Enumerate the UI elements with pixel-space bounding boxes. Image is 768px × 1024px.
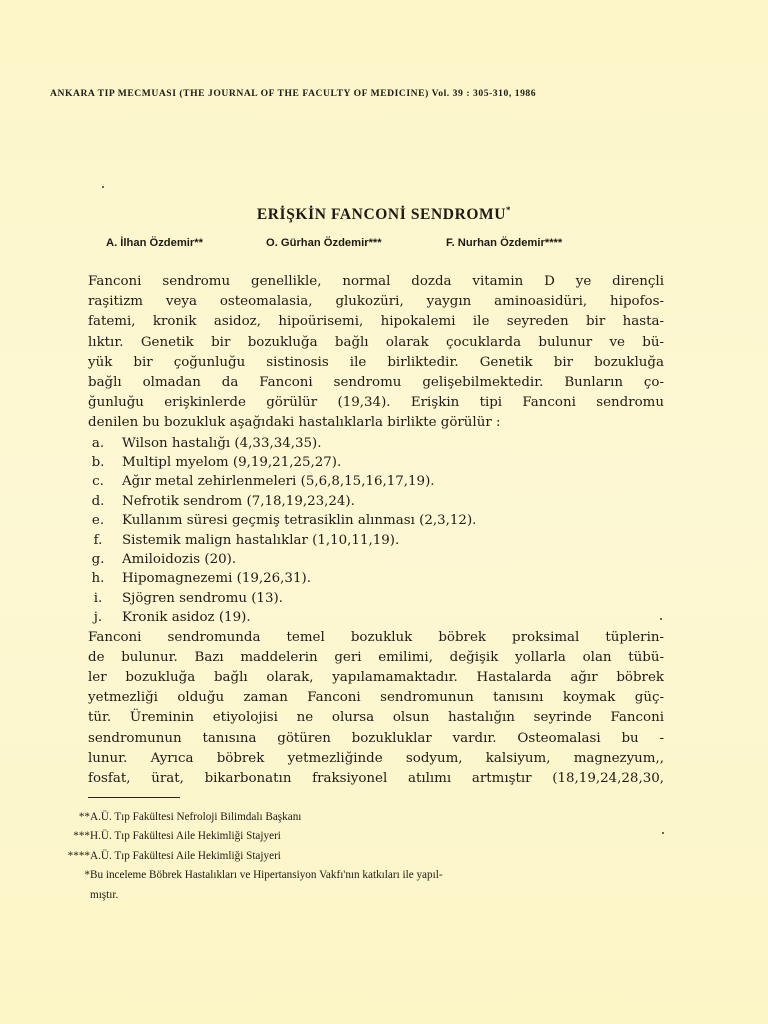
- footnote-text: A.Ü. Tıp Fakültesi Aile Hekimliği Stajyeri: [90, 849, 281, 862]
- footnote-mark: ****: [67, 849, 90, 862]
- pathology-line: de bulunur. Bazı maddelerin geri emilimi, değişik yollarla olan tübü-: [88, 649, 664, 665]
- list-item: [88, 569, 664, 588]
- list-item: [88, 589, 664, 608]
- footnote-continuation: mıştır.: [90, 888, 119, 901]
- list-marker: d.: [91, 493, 105, 509]
- footnote-text: H.Ü. Tıp Fakültesi Aile Hekimliği Stajyeri: [90, 830, 281, 843]
- list-item: [88, 472, 664, 491]
- intro-line: yük bir çoğunluğu sistinosis ile birliktedir. Genetik bir bozukluğa: [88, 354, 664, 370]
- list-item: [88, 434, 664, 453]
- intro-line: ğunluğu erişkinlerde görülür (19,34). Erişkin tipi Fanconi sendromu: [88, 395, 664, 411]
- footnote: [50, 847, 690, 866]
- list-item: [88, 511, 664, 530]
- list-item: [88, 550, 664, 569]
- intro-line: Fanconi sendromu genellikle, normal dozda vitamin D ye dirençli: [88, 274, 664, 289]
- title-text: ERİŞKİN FANCONİ SENDROMU: [256, 206, 507, 224]
- list-item: [88, 453, 664, 472]
- list-text: Nefrotik sendrom (7,18,19,23,24).: [122, 493, 355, 509]
- list-text: Wilson hastalığı (4,33,34,35).: [122, 435, 322, 451]
- list-text: Sjögren sendromu (13).: [122, 590, 283, 606]
- list-marker: g.: [91, 551, 105, 567]
- disease-list: [88, 434, 664, 628]
- list-marker: j.: [93, 610, 103, 626]
- list-marker: a.: [91, 435, 105, 451]
- list-text: Ağır metal zehirlenmeleri (5,6,8,15,16,17,19).: [122, 474, 435, 490]
- pathology-line: sendromunun tanısına götüren bozukluklar vardır. Osteomalasi bu -: [88, 730, 664, 746]
- author-2: O. Gürhan Özdemir***: [266, 237, 382, 249]
- pathology-line: lunur. Ayrıca böbrek yetmezliğinde sodyum, kalsiyum, magnezyum,,: [88, 750, 664, 766]
- pathology-line: tür. Üreminin etiyolojisi ne olursa olsun hastalığın seyrinde Fanconi: [88, 710, 664, 726]
- footnote: [50, 808, 690, 827]
- pathology-line: fosfat, ürat, bikarbonatın fraksiyonel atılımı artmıştır (18,19,24,28,30,: [88, 770, 664, 786]
- list-marker: f.: [93, 532, 103, 548]
- footnote-mark: **: [78, 811, 90, 823]
- list-marker: h.: [91, 571, 105, 587]
- paragraph-intro: [88, 272, 664, 434]
- list-item: [88, 531, 664, 550]
- list-marker: c.: [92, 474, 104, 490]
- footnote-continuation-row: [50, 886, 690, 905]
- list-text: Kronik asidoz (19).: [122, 610, 251, 626]
- article-title: [0, 205, 768, 224]
- list-marker: b.: [91, 455, 105, 471]
- pathology-line: ler bozukluğa bağlı olarak, yapılamamaktadır. Hastalarda ağır böbrek: [88, 669, 664, 685]
- author-3: F. Nurhan Özdemir****: [446, 237, 563, 249]
- list-text: Hipomagnezemi (19,26,31).: [122, 571, 311, 587]
- speck: [102, 186, 104, 188]
- footnote-mark: *: [84, 869, 90, 882]
- footnote-separator: [88, 797, 180, 798]
- intro-line: lıktır. Genetik bir bozukluğa bağlı olarak çocuklarda bulunur ve bü-: [88, 334, 664, 350]
- paragraph-pathology: [88, 628, 664, 790]
- footnote: [50, 866, 690, 885]
- footnote-mark: ***: [73, 830, 90, 843]
- footnotes: [50, 808, 690, 905]
- list-item: [88, 608, 664, 627]
- footnote: [50, 827, 690, 846]
- list-text: Kullanım süresi geçmiş tetrasiklin alınması (2,3,12).: [122, 513, 477, 529]
- list-item: [88, 492, 664, 511]
- footnote-text: Bu inceleme Böbrek Hastalıkları ve Hipertansiyon Vakfı'nın katkıları ile yapıl-: [90, 869, 443, 882]
- list-text: Sistemik malign hastalıklar (1,10,11,19).: [122, 532, 400, 548]
- speck: [662, 832, 664, 834]
- title-footnote-mark: *: [506, 205, 512, 215]
- pathology-line: Fanconi sendromunda temel bozukluk böbrek proksimal tüplerin-: [88, 629, 664, 645]
- intro-line: denilen bu bozukluk aşağıdaki hastalıklarla birlikte görülür :: [88, 415, 501, 431]
- footnote-text: A.Ü. Tıp Fakültesi Nefroloji Bilimdalı Başkanı: [90, 811, 302, 823]
- list-text: Multipl myelom (9,19,21,25,27).: [122, 455, 342, 471]
- article-body: [88, 272, 664, 789]
- author-1: A. İlhan Özdemir**: [106, 237, 203, 249]
- intro-line: bağlı olmadan da Fanconi sendromu gelişebilmektedir. Bunların ço-: [88, 375, 664, 391]
- intro-line: raşitizm veya osteomalasia, glukozüri, yaygın aminoasidüri, hipofos-: [88, 294, 664, 310]
- intro-line: fatemi, kronik asidoz, hipoürisemi, hipokalemi ile seyreden bir hasta-: [88, 314, 664, 330]
- list-text: Amiloidozis (20).: [122, 551, 237, 567]
- pathology-line: yetmezliği olduğu zaman Fanconi sendromunun tanısını koymak güç-: [88, 690, 664, 706]
- list-marker: i.: [93, 590, 103, 606]
- list-marker: e.: [91, 513, 105, 529]
- speck: [660, 618, 662, 620]
- running-head: ANKARA TIP MECMUASI (THE JOURNAL OF THE FACULTY OF MEDICINE) Vol. 39 : 305-310, 1986: [50, 88, 537, 99]
